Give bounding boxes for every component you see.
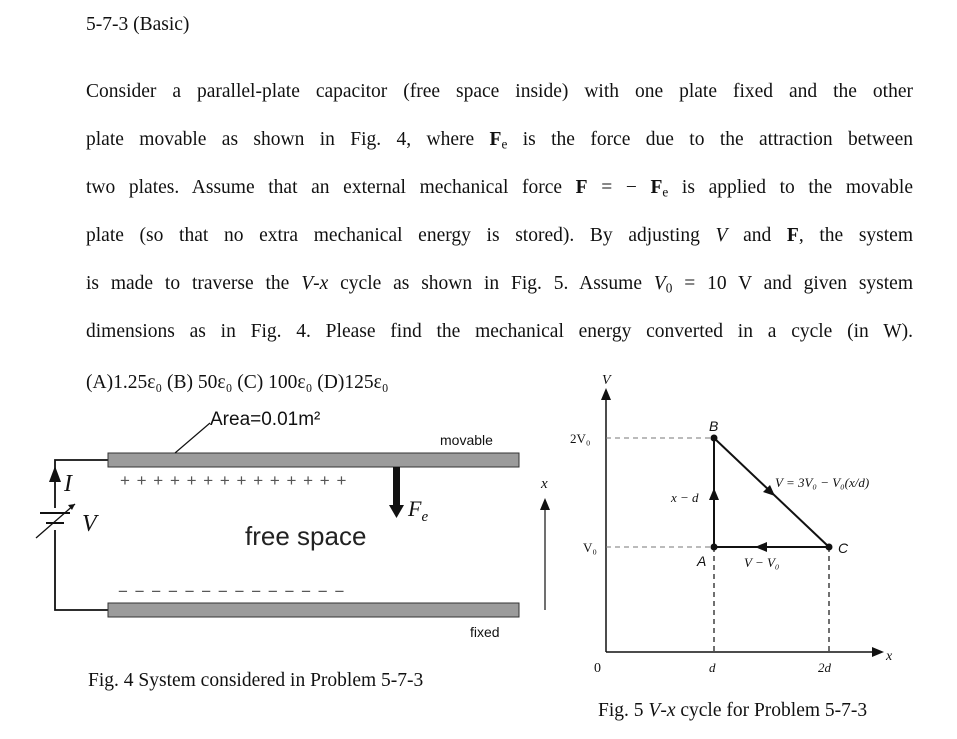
fig4-caption: Fig. 4 System considered in Problem 5-7-3 [88, 670, 424, 691]
problem-line-2: plate movable as shown in Fig. 4, where $F_e$ is the force due to the attraction between [86, 129, 913, 152]
tick-d: d [709, 660, 716, 675]
force-label: $F_e$ [408, 496, 429, 525]
point-A-dot [711, 544, 718, 551]
fixed-plate [108, 603, 519, 617]
fig4-diagram [36, 409, 550, 640]
point-A-label: A [697, 553, 707, 569]
point-C-dot [826, 544, 833, 551]
area-label: Area=0.01m² [210, 409, 321, 430]
path-BC-label: V = 3V₀ − V₀(x/d) [775, 475, 870, 490]
point-B-label: B [709, 418, 719, 434]
arrow-left-icon [755, 542, 767, 552]
path-CA-label: V − V₀ [744, 555, 780, 570]
v-axis-label: V [602, 373, 611, 388]
answer-choices: (A)1.25ε₀ (B) 50ε₀ (C) 100ε₀ (D)125ε₀ [86, 372, 389, 393]
minus-charges: − − − − − − − − − − − − − − [118, 582, 346, 601]
movable-label: movable [440, 432, 493, 448]
problem-line-1: Consider a parallel-plate capacitor (free space inside) with one plate fixed and the other [86, 81, 913, 102]
tick-2V0: 2V₀ [570, 431, 591, 446]
v-axis-arrowhead-icon [601, 388, 611, 400]
fixed-label: fixed [470, 624, 500, 640]
plus-charges: + + + + + + + + + + + + + + [120, 471, 348, 490]
arrow-up-icon [709, 488, 719, 500]
tick-2d: 2d [818, 660, 831, 675]
fig5-graph [570, 373, 893, 676]
problem-line-5: is made to traverse the V-x cycle as shown in Fig. 5. Assume $V_0 = 10$ V and given system [86, 273, 914, 296]
point-B-dot [711, 435, 718, 442]
point-C-label: C [838, 540, 849, 556]
fig5-caption: Fig. 5 V-x cycle for Problem 5-7-3 [598, 700, 868, 721]
origin-label: 0 [594, 661, 601, 676]
free-space-label: free space [245, 521, 367, 551]
movable-plate [108, 453, 519, 467]
problem-heading: 5-7-3 (Basic) [86, 14, 190, 35]
path-AB-label: x − d [671, 490, 699, 505]
voltage-label: V [82, 511, 97, 537]
current-label: I [64, 471, 72, 497]
x-axis-arrowhead-icon [872, 647, 884, 657]
current-arrow-icon [49, 466, 61, 482]
fig5-x-axis-label: x [886, 649, 893, 664]
problem-line-4: plate (so that no extra mechanical energy is stored). By adjusting V and F, the system [86, 225, 914, 246]
problem-line-6: dimensions as in Fig. 4. Please find the mechanical energy converted in a cycle (in W). [86, 321, 913, 342]
x-axis-label: x [541, 476, 548, 492]
problem-line-3: two plates. Assume that an external mechanical force F = − $F_e$ is applied to the movable [86, 177, 913, 200]
x-axis-arrowhead-icon [540, 498, 550, 510]
tick-V0: V₀ [583, 540, 597, 555]
area-leader-line [175, 423, 210, 453]
force-arrow-icon [389, 467, 404, 518]
